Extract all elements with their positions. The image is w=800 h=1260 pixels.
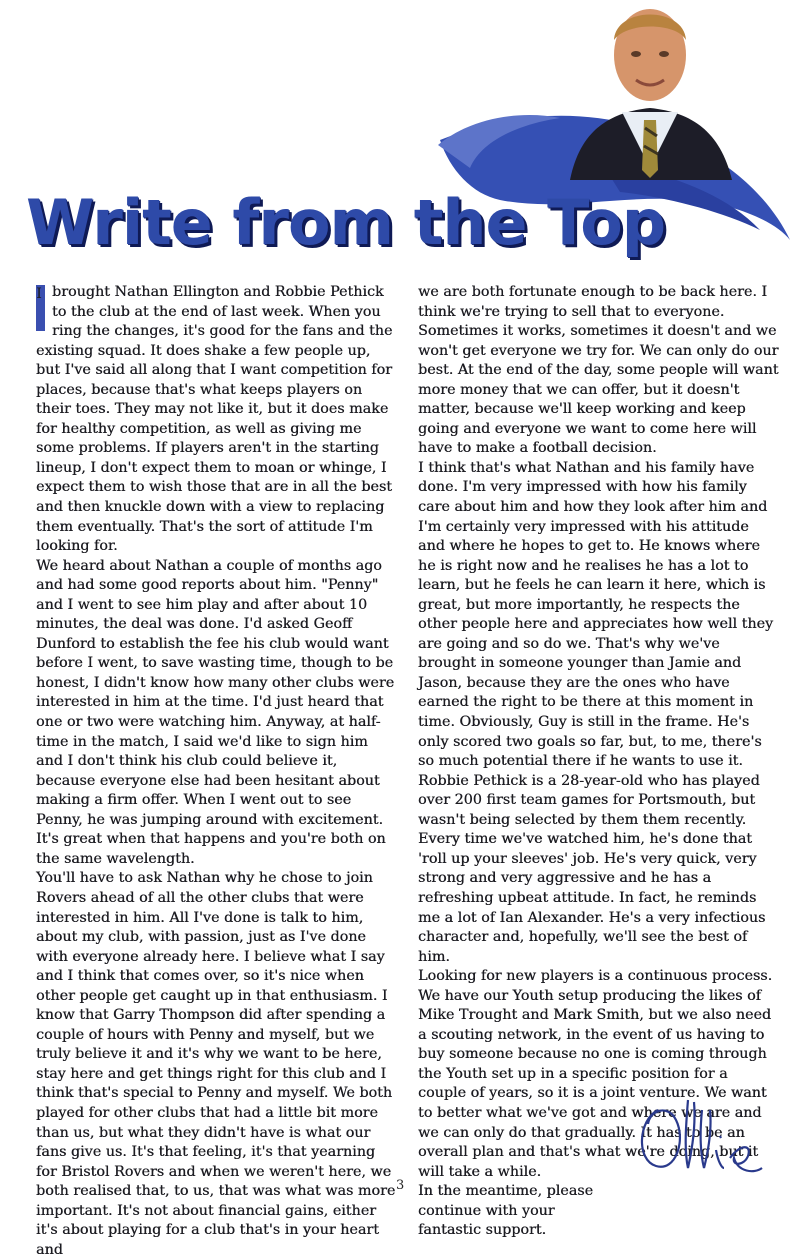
paragraph-text: brought Nathan Ellington and Robbie Pethick to the club at the end of last week. When you ring the changes, it's good for the fans and the existing squad. It does shake a few people up, but I've said all along that I want competition for places, because that's what keeps players on their toes. They may not like it, but it does make for healthy competition, as well as giving me some problems. If players aren't in the starting lineup, I don't expect them to moan or whinge, I expect them to wish those that are in all the best and then knuckle down with a view to replacing them eventually. That's the sort of attitude I'm looking for. (36, 284, 393, 555)
closing-note: In the meantime, please continue with your fantastic support. (418, 1183, 594, 1239)
article-paragraph: Looking for new players is a continuous process. We have our Youth setup producing the likes of Mike Trought and Mark Smith, but we also need a scouting network, in the event of us having to buy someone because no one is coming through the Youth set up in a specific position for a couple of years, so it is a joint venture. We want to better what we've got and where we are and we can only do that gradually. It has to be an overall plan and that's what we're doing, but it will take a while. (418, 968, 773, 1180)
page-title: Write from the Top (26, 186, 666, 259)
article-paragraph: I think that's what Nathan and his family have done. I'm very impressed with how his family care about him and how they look after him and I'm certainly very impressed with his attitude and where he hopes to get to. He knows where he is right now and he realises he has a lot to learn, but he feels he can learn it here, which is great, but more importantly, he respects the other people here and appreciates how well they are going and so do we. That's why we've brought in someone younger than Jamie and Jason, because they are the ones who have earned the right to be there at this moment in time. Obviously, Guy is still in the frame. He's only scored two goals so far, but, to me, there's so much potential there if he wants to use it. Robbie Pethick is a 28-year-old who has played over 200 first team games for Portsmouth, but wasn't being selected by them them recently. Every time we've watched him, he's done that 'roll up your sleeves' job. He's very quick, very strong and very aggressive and he has a refreshing upbeat attitude. In fact, he reminds me a lot of Ian Alexander. He's a very infectious character and, hopefully, we'll see the best of him. (418, 459, 774, 965)
article-paragraph: We heard about Nathan a couple of months ago and had some good reports about him. "Penny" and I went to see him play and after about 10 minutes, the deal was done. I'd asked Geoff Dunford to establish the fee his club would want before I went, to save wasting time, though to be honest, I didn't know how many other clubs were interested in him at the time. I'd just heard that one or two were watching him. Anyway, at half-time in the match, I said we'd like to sign him and I don't think his club could believe it, because everyone else had been hesitant about making a firm offer. When I went out to see Penny, he was jumping around with excitement. It's great when that happens and you're both on the same wavelength. (36, 557, 395, 867)
page-number: 3 (396, 1178, 405, 1193)
article-column-left (36, 283, 398, 1260)
signature (628, 1080, 768, 1180)
article-paragraph: You'll have to ask Nathan why he chose to join Rovers ahead of all the other clubs that were interested in him. All I've done is talk to him, about my club, with passion, just as I've done with everyone already here. I believe what I say and I think that comes over, so it's nice when other people get caught up in that enthusiasm. I know that Garry Thompson did after spending a couple of hours with Penny and myself, but we truly believe it and it's why we want to be here, stay here and get things right for this club and I think that's special to Penny and myself. We both played for other clubs that had a little bit more than us, but what they didn't have is what our fans give us. It's that feeling, it's that yearning for Bristol Rovers and when we weren't here, we both realised that, to us, that was what was more important. It's not about financial gains, either it's about playing for a club that's in your heart and (36, 870, 396, 1258)
article-paragraph (36, 283, 398, 557)
drop-cap: I (36, 285, 45, 331)
manager-portrait (560, 0, 740, 190)
article-paragraph: we are both fortunate enough to be back here. I think we're trying to sell that to everyone. Sometimes it works, sometimes it doesn't and we won't get everyone we try for. We can only do our best. At the end of the day, some people will want more money that we can offer, but it doesn't matter, because we'll keep working and keep going and everyone we want to come here will have to make a football decision. (418, 284, 779, 457)
